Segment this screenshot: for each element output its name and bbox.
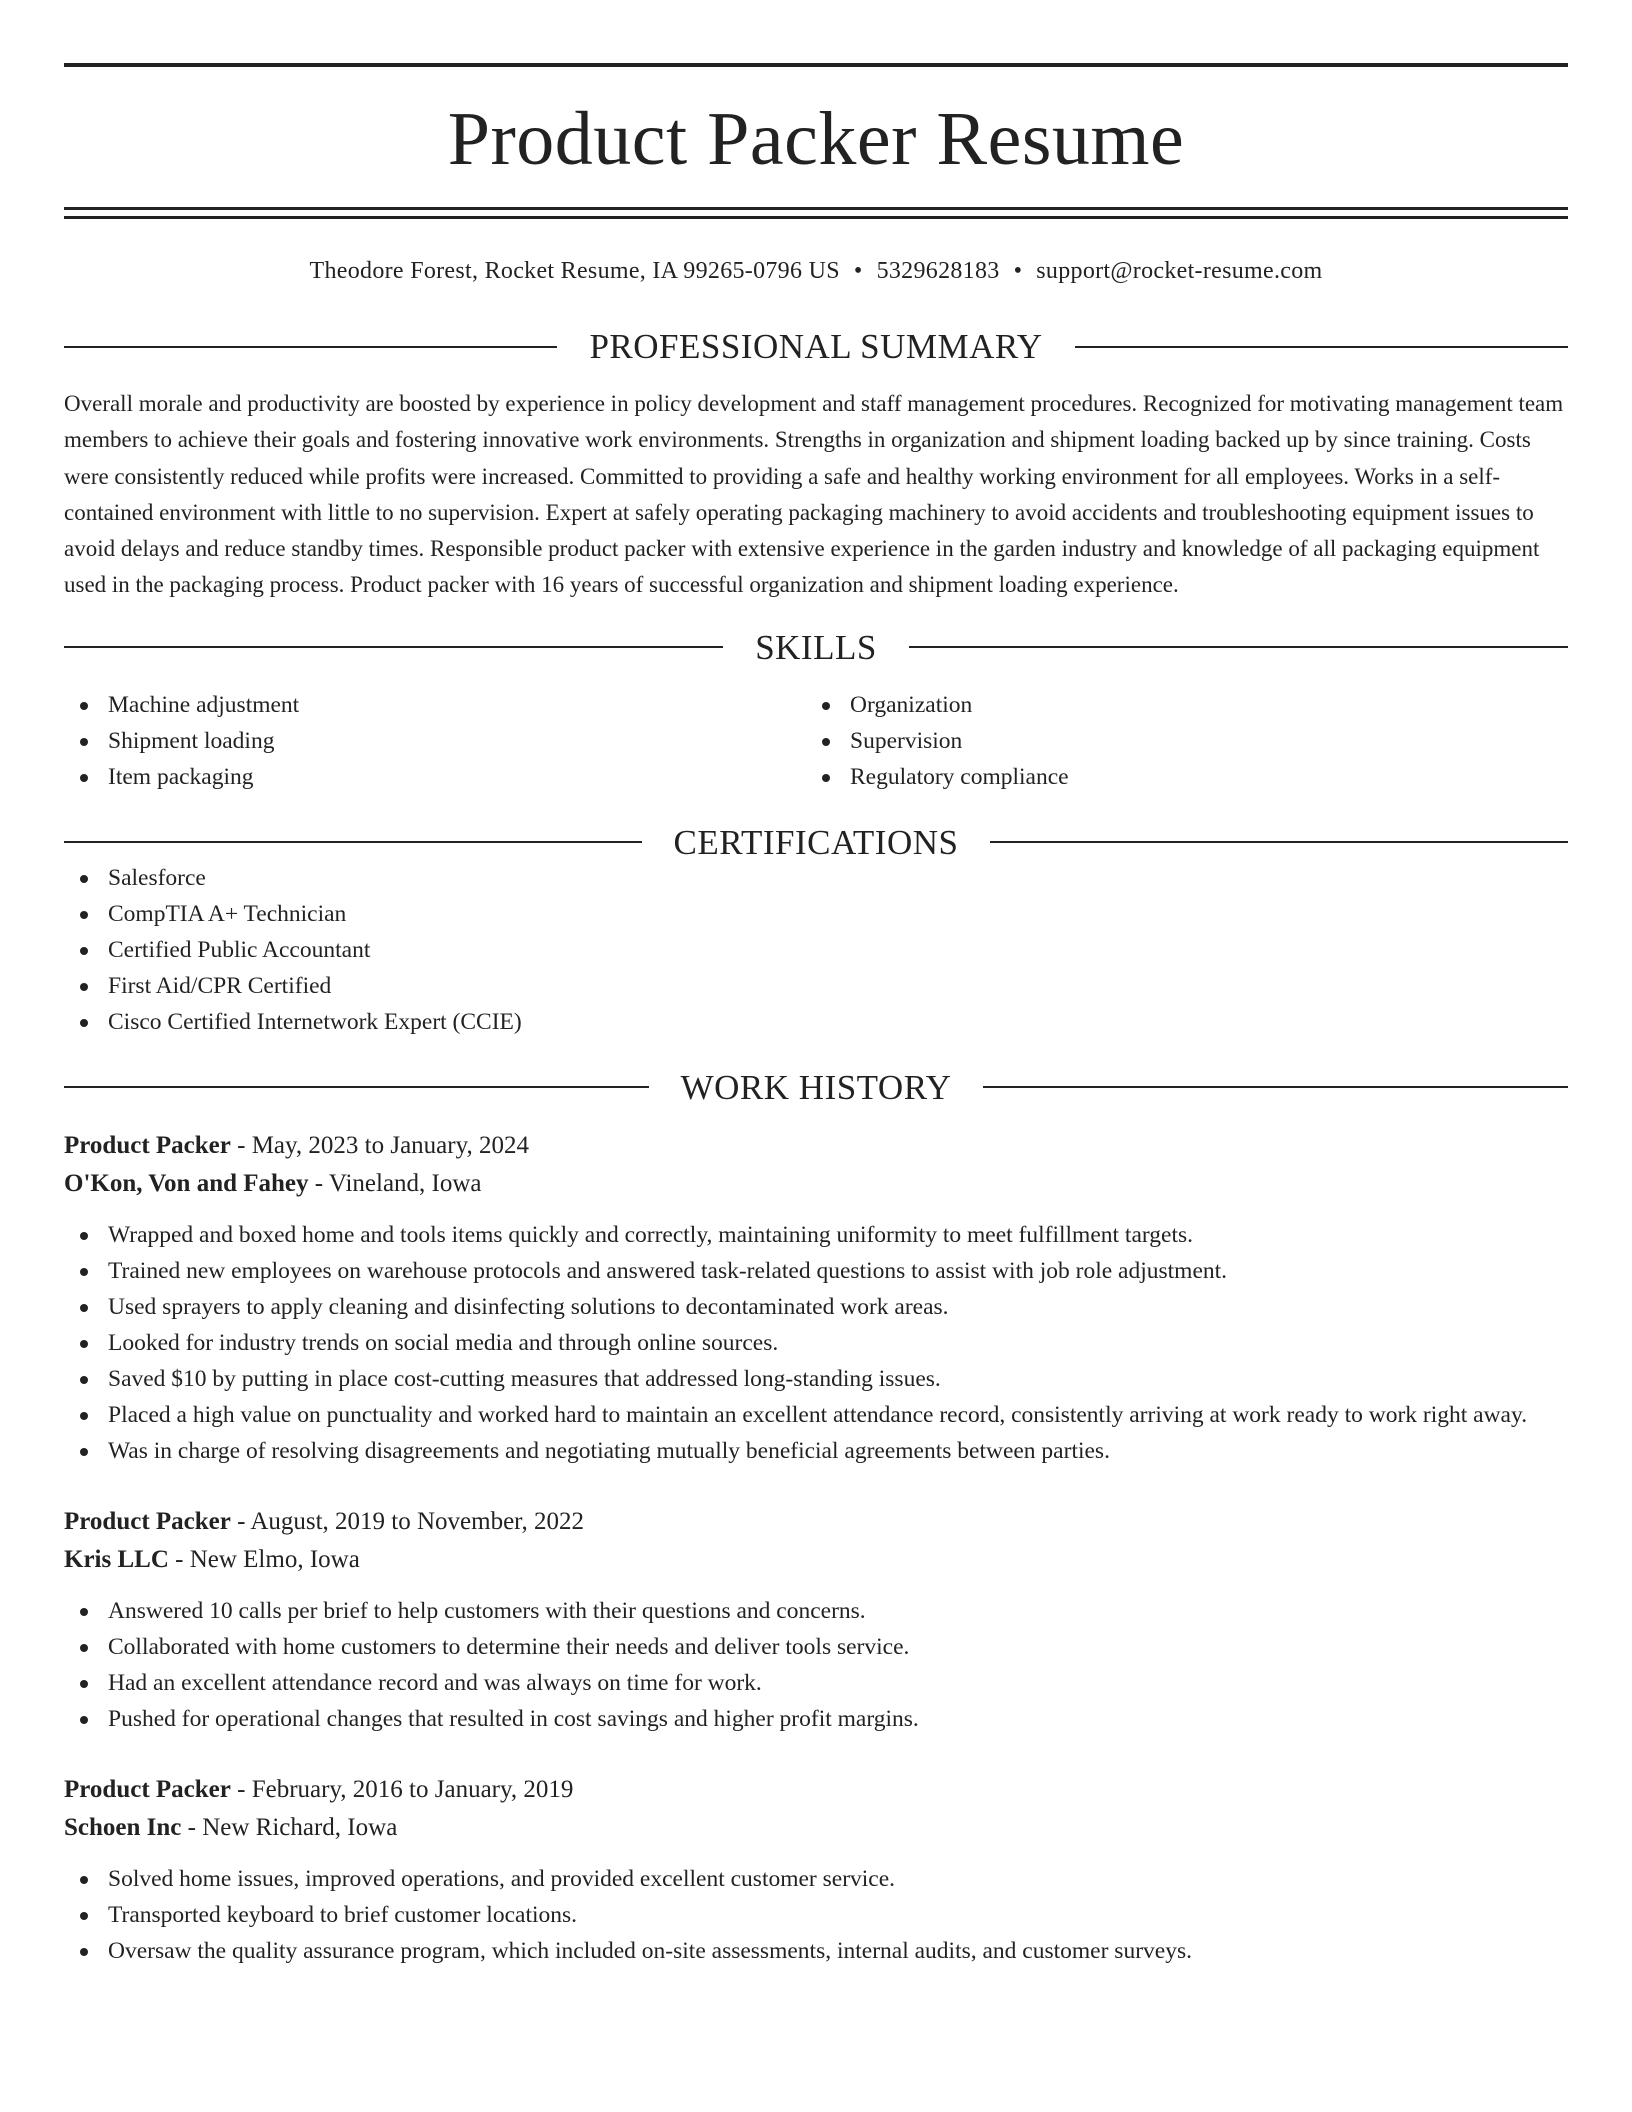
job-title-line [64, 1127, 1568, 1165]
section-heading: PROFESSIONAL SUMMARY [589, 327, 1043, 366]
dash: - [168, 1545, 190, 1573]
job-company: Kris LLC [64, 1545, 169, 1573]
job-bullet: Collaborated with home customers to determine their needs and deliver tools service. [64, 1629, 1568, 1665]
contact-separator: • [853, 258, 863, 284]
work-history-section-header [64, 1067, 1568, 1107]
job-bullet: Used sprayers to apply cleaning and disinfecting solutions to decontaminated work areas. [64, 1289, 1568, 1325]
resume-page [64, 0, 1568, 1969]
job-location: New Elmo, Iowa [189, 1545, 360, 1573]
job-entry [64, 1503, 1568, 1737]
job-bullet: Wrapped and boxed home and tools items quickly and correctly, maintaining uniformity to meet fulfillment targets. [64, 1217, 1568, 1253]
job-dates: February, 2016 to January, 2019 [251, 1775, 574, 1803]
job-bullet: Solved home issues, improved operations, and provided excellent customer service. [64, 1861, 1568, 1897]
certification-item: Cisco Certified Internetwork Expert (CCIE) [64, 1004, 1568, 1040]
certification-item: CompTIA A+ Technician [64, 896, 1568, 932]
page-title: Product Packer Resume [447, 97, 1185, 181]
divider-line [990, 841, 1568, 843]
job-company: Schoen Inc [64, 1813, 182, 1841]
job-bullet: Pushed for operational changes that resulted in cost savings and higher profit margins. [64, 1701, 1568, 1737]
certifications-section-header [64, 822, 1568, 862]
divider-line [64, 1086, 649, 1088]
job-bullets [64, 1593, 1568, 1737]
skills-list-right [806, 687, 1548, 795]
certifications-list [64, 860, 1568, 1040]
job-title-line [64, 1503, 1568, 1541]
job-entry [64, 1771, 1568, 1969]
skills-list-left [64, 687, 806, 795]
job-entry [64, 1127, 1568, 1469]
divider-line [64, 646, 723, 648]
dash: - [230, 1131, 252, 1159]
divider-line [1075, 346, 1568, 348]
summary-section-header [64, 329, 1568, 364]
job-bullets [64, 1861, 1568, 1969]
job-title: Product Packer [64, 1775, 231, 1803]
title-double-rule [64, 207, 1568, 219]
job-bullet: Answered 10 calls per brief to help customers with their questions and concerns. [64, 1593, 1568, 1629]
dash: - [230, 1775, 252, 1803]
contact-email: support@rocket-resume.com [1036, 258, 1323, 284]
top-rule [64, 63, 1568, 67]
contact-address: Theodore Forest, Rocket Resume, IA 99265-0796 US [309, 258, 840, 284]
summary-text: Overall morale and productivity are boosted by experience in policy development and staff management procedures. Recognized for motivating management team members to achieve their goals and fostering innovative work environments. Strengths in organization and shipment loading backed up by since training. Costs were consistently reduced while profits were increased. Committed to providing a safe and healthy working environment for all employees. Works in a self-contained environment with little to no supervision. Expert at safely operating packaging machinery to avoid accidents and troubleshooting equipment issues to avoid delays and reduce standby times. Responsible product packer with extensive experience in the garden industry and knowledge of all packaging equipment used in the packaging process. Product packer with 16 years of successful organization and shipment loading experience. [64, 391, 1564, 598]
job-bullet: Looked for industry trends on social media and through online sources. [64, 1325, 1568, 1361]
skill-item: Shipment loading [64, 723, 806, 759]
job-bullet: Trained new employees on warehouse protocols and answered task-related questions to assist with job role adjustment. [64, 1253, 1568, 1289]
job-title: Product Packer [64, 1507, 231, 1535]
job-title: Product Packer [64, 1131, 231, 1159]
job-bullet: Oversaw the quality assurance program, which included on-site assessments, internal audits, and customer surveys. [64, 1933, 1568, 1969]
skill-item: Machine adjustment [64, 687, 806, 723]
job-bullet: Transported keyboard to brief customer locations. [64, 1897, 1568, 1933]
certification-item: First Aid/CPR Certified [64, 968, 1568, 1004]
skill-item: Supervision [806, 723, 1548, 759]
work-history-list [64, 1127, 1568, 1969]
job-location: New Richard, Iowa [202, 1813, 398, 1841]
job-location: Vineland, Iowa [328, 1169, 482, 1197]
job-bullets [64, 1217, 1568, 1469]
job-title-line [64, 1771, 1568, 1809]
job-company: O'Kon, Von and Fahey [64, 1169, 309, 1197]
dash: - [181, 1813, 203, 1841]
job-bullet: Saved $10 by putting in place cost-cutting measures that addressed long-standing issues. [64, 1361, 1568, 1397]
dash: - [308, 1169, 329, 1197]
contact-line [64, 259, 1568, 283]
contact-separator: • [1013, 258, 1023, 284]
skill-item: Regulatory compliance [806, 759, 1548, 795]
divider-line [64, 841, 642, 843]
section-heading: CERTIFICATIONS [673, 822, 959, 862]
job-dates: May, 2023 to January, 2024 [251, 1131, 529, 1159]
section-heading: SKILLS [755, 627, 877, 667]
skill-item: Item packaging [64, 759, 806, 795]
divider-line [983, 1086, 1568, 1088]
job-bullet: Had an excellent attendance record and was always on time for work. [64, 1665, 1568, 1701]
skills-grid [64, 687, 1568, 795]
divider-line [909, 646, 1568, 648]
job-company-line [64, 1165, 1568, 1203]
job-dates: August, 2019 to November, 2022 [250, 1507, 585, 1535]
contact-phone: 5329628183 [876, 258, 1000, 284]
divider-line [64, 346, 557, 348]
job-bullet: Placed a high value on punctuality and worked hard to maintain an excellent attendance record, consistently arriving at work ready to work right away. [64, 1397, 1568, 1433]
job-company-line [64, 1809, 1568, 1847]
skill-item: Organization [806, 687, 1548, 723]
certification-item: Salesforce [64, 860, 1568, 896]
job-company-line [64, 1541, 1568, 1579]
dash: - [230, 1507, 251, 1535]
section-heading: WORK HISTORY [680, 1067, 952, 1107]
job-bullet: Was in charge of resolving disagreements and negotiating mutually beneficial agreements between parties. [64, 1433, 1568, 1469]
certification-item: Certified Public Accountant [64, 932, 1568, 968]
skills-section-header [64, 627, 1568, 667]
